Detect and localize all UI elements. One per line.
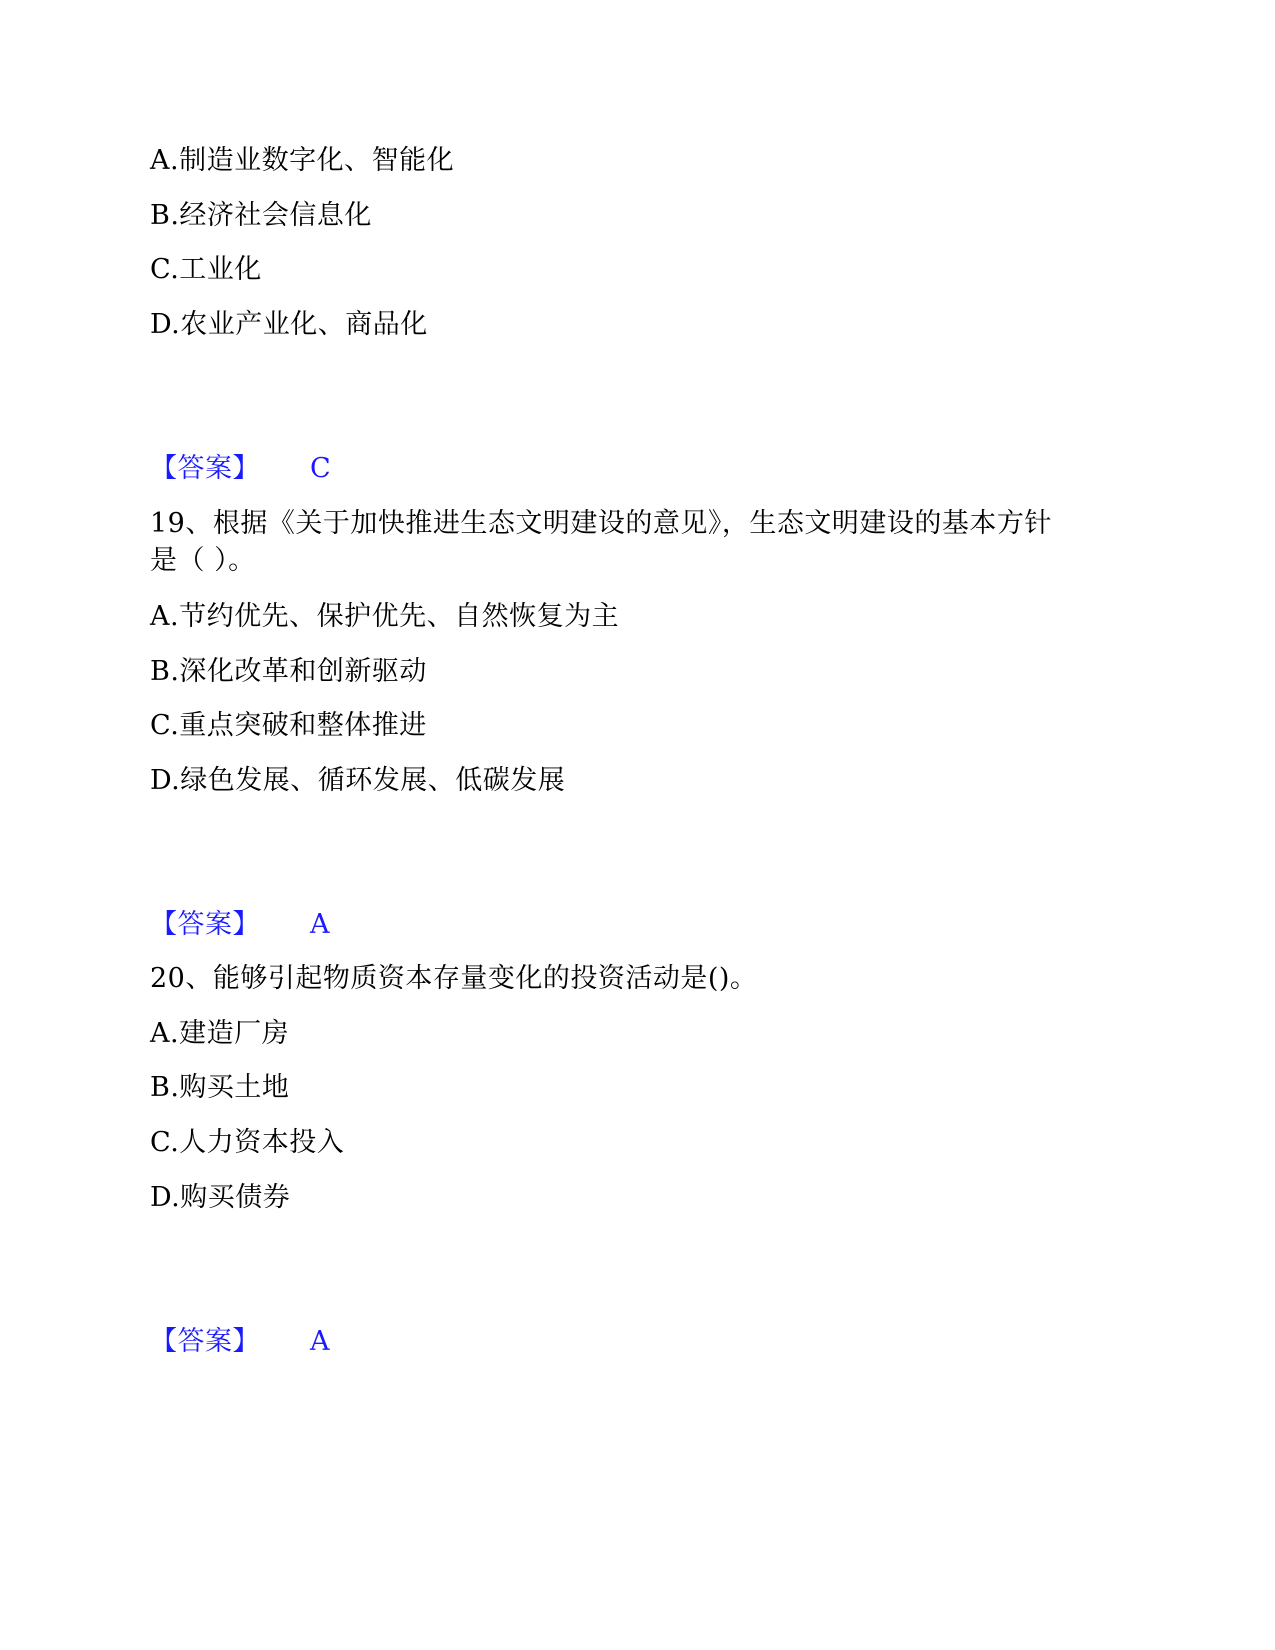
q20-option-c: C.人力资本投入 xyxy=(150,1127,345,1158)
q20-option-a: A.建造厂房 xyxy=(150,1018,290,1049)
q20-answer xyxy=(150,1324,330,1360)
q19-option-d: D.绿色发展、循环发展、低碳发展 xyxy=(150,765,566,796)
answer-label: 【答案】 xyxy=(150,453,260,484)
answer-label: 【答案】 xyxy=(150,1326,260,1357)
q18-answer xyxy=(150,451,332,487)
q20-option-d: D.购买债券 xyxy=(150,1182,291,1213)
q19-answer xyxy=(150,907,330,943)
q18-option-a: A.制造业数字化、智能化 xyxy=(150,145,455,176)
q18-option-d: D.农业产业化、商品化 xyxy=(150,309,428,340)
q19-stem-line1: 19、根据《关于加快推进生态文明建设的意见》，生态文明建设的基本方针 xyxy=(150,508,1052,539)
q19-option-a: A.节约优先、保护优先、自然恢复为主 xyxy=(150,601,620,632)
q19-option-b: B.深化改革和创新驱动 xyxy=(150,656,427,687)
q19-option-c: C.重点突破和整体推进 xyxy=(150,710,427,741)
q18-option-c: C.工业化 xyxy=(150,254,262,285)
q19-stem-line2: 是（ ）。 xyxy=(150,545,256,576)
answer-value: A xyxy=(310,909,330,940)
q20-stem: 20、能够引起物质资本存量变化的投资活动是()。 xyxy=(150,963,758,994)
q18-option-b: B.经济社会信息化 xyxy=(150,200,372,231)
answer-label: 【答案】 xyxy=(150,909,260,940)
answer-value: C xyxy=(310,453,332,484)
answer-value: A xyxy=(310,1326,330,1357)
q20-option-b: B.购买土地 xyxy=(150,1072,290,1103)
